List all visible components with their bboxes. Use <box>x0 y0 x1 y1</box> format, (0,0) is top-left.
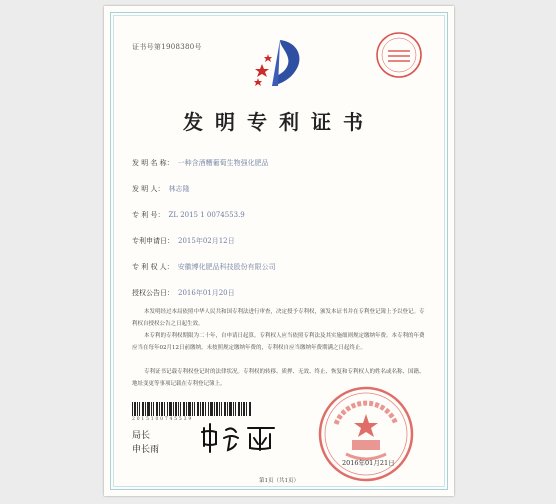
field-value: ZL 2015 1 0074553.9 <box>168 211 245 219</box>
signer-name: 申长雨 <box>132 445 160 455</box>
barcode-icon <box>132 402 252 416</box>
field-patentee <box>132 262 276 272</box>
barcode-number: 2 0 1 5 1 0 0 7 4 5 5 3 9 <box>132 417 192 422</box>
field-grant-date <box>132 288 235 298</box>
field-label: 专 利 号： <box>132 211 165 219</box>
paragraph-2: 本专利的专利权期限为二十年，自申请日起算。专利权人应当依照专利法及其实施细则规定缴纳年费。本专利的年费应当在每年02月12日前缴纳。未按照规定缴纳年费的，专利权自应当缴纳年费期满之日起终止。 <box>132 333 425 351</box>
certificate-page <box>104 6 454 496</box>
field-label: 专 利 权 人： <box>132 263 174 271</box>
field-value: 2015年02月12日 <box>178 237 235 245</box>
field-invention-name <box>132 158 269 168</box>
document-title: 发明专利证书 <box>183 110 375 134</box>
paragraph-3: 专利证书记载专利权登记时的法律状况。专利权的转移、质押、无效、终止、恢复和专利权人的姓名或名称、国籍、地址变更等事项记载在专利登记簿上。 <box>132 369 425 387</box>
signature-title: 局长 <box>132 431 151 441</box>
handwritten-signature-icon <box>200 420 280 454</box>
field-value: 安徽博化肥品科技股份有限公司 <box>177 263 276 271</box>
field-value: 2016年01月20日 <box>178 289 235 297</box>
field-value: 林志隆 <box>168 185 190 193</box>
issue-date: 2016年01月21日 <box>342 459 395 467</box>
field-label: 授权公告日： <box>132 289 174 297</box>
field-label: 发 明 名 称： <box>132 159 174 167</box>
field-application-date <box>132 236 235 246</box>
page-footer: 第1页（共1页） <box>259 478 299 484</box>
certificate-number: 证书号第1908380号 <box>132 43 202 51</box>
field-label: 专利申请日： <box>132 237 174 245</box>
official-seal-icon <box>316 384 416 484</box>
field-value: 一种含酒糟葡萄生物强化肥品 <box>177 159 269 167</box>
patent-office-logo-icon <box>252 36 308 90</box>
paragraph-1: 本发明经过本局依照中华人民共和国专利法进行审查，决定授予专利权，颁发本证书并在专利登记簿上予以登记。专利权自授权公告之日起生效。 <box>132 309 425 327</box>
stamp-seal-icon <box>374 30 424 80</box>
field-label: 发 明 人： <box>132 185 165 193</box>
field-patent-number <box>132 210 245 220</box>
field-inventor <box>132 184 189 194</box>
